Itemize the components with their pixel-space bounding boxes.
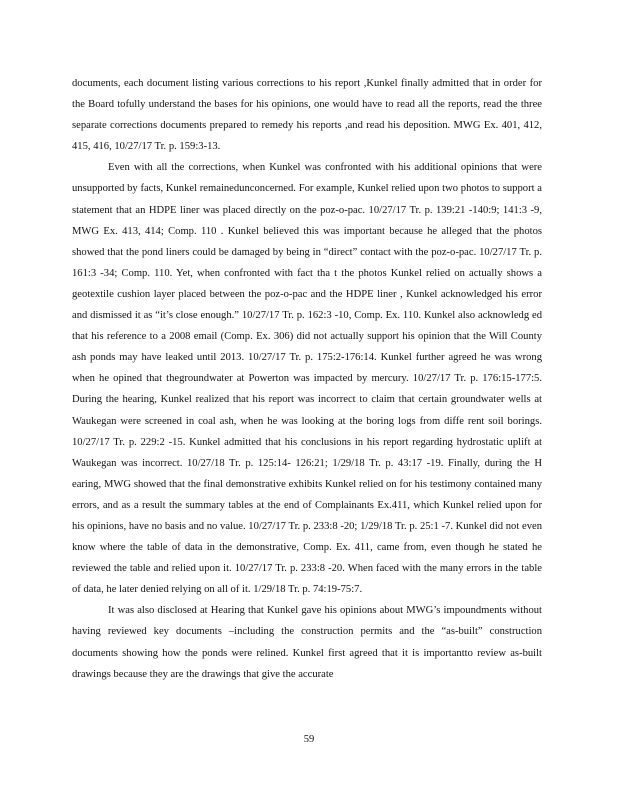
paragraph-2: Even with all the corrections, when Kunkel was confronted with his additional opinions that were unsupported by facts, Kunkel remainedunconcerned. For example, Kunkel relied upon two photos to support a statement that an HDPE liner was placed directly on the poz-o-pac. 10/27/17 Tr. p. 139:21 -140:9; 141:3 -9, MWG Ex. 413, 414; Comp. 110 . Kunkel believed this was important because he alleged that the photos showed that the pond liners could be damaged by being in “direct” contact with the poz-o-pac. 10/27/17 Tr. p. 161:3 -34; Comp. 110. Yet, when confronted with fact tha t the photos Kunkel relied on actually shows a geotextile cushion layer placed between the poz-o-pac and the HDPE liner , Kunkel acknowledged his error and dismissed it as “it’s close enough.” 10/27/17 Tr. p. 162:3 -10, Comp. Ex. 110. Kunkel also acknowledg ed that his reference to a 2008 email (Comp. Ex. 306) did not actually support his opinion that the Will County ash ponds may have leaked until 2013. 10/27/17 Tr. p. 175:2-176:14. Kunkel further agreed he was wrong when he opined that thegroundwater at Powerton was impacted by mercury. 10/27/17 Tr. p. 176:15-177:5. During the hearing, Kunkel realized that his report was incorrect to claim that certain groundwater wells at Waukegan were screened in coal ash, when he was looking at the boring logs from diffe rent soil borings. 10/27/17 Tr. p. 229:2 -15. Kunkel admitted that his conclusions in his report regarding hydrostatic uplift at Waukegan was incorrect. 10/27/18 Tr. p. 125:14- 126:21; 1/29/18 Tr. p. 43:17 -19. Finally, during the H earing, MWG showed that the final demonstrative exhibits Kunkel relied on for his testimony contained many errors, and as a result the summary tables at the end of Complainants Ex.411, which Kunkel relied upon for his opinions, have no basis and no value. 10/27/17 Tr. p. 233:8 -20; 1/29/18 Tr. p. 25:1 -7. Kunkel did not even know where the table of data in the demonstrative, Comp. Ex. 411, came from, even though he stated he reviewed the table and relied upon it. 10/27/17 Tr. p. 233:8 -20. When faced with the many errors in the table of data, he later denied relying on all of it. 1/29/18 Tr. p. 74:19-75:7. [72,162,542,596]
page-number: 59 [303,734,315,745]
body-text [72,73,542,685]
paragraph-1: documents, each document listing various corrections to his report ,Kunkel finally admitted that in order for the Board tofully understand the bases for his opinions, one would have to read all the reports, read the three separate corrections documents prepared to remedy his reports ,and read his deposition. MWG Ex. 401, 412, 415, 416, 10/27/17 Tr. p. 159:3-13. [72,78,542,153]
paragraph-3: It was also disclosed at Hearing that Kunkel gave his opinions about MWG’s impoundments without having reviewed key documents –including the construction permits and the “as-built” construction documents showing how the ponds were relined. Kunkel first agreed that it is importantto review as-built drawings because they are the drawings that give the accurate [72,605,542,680]
